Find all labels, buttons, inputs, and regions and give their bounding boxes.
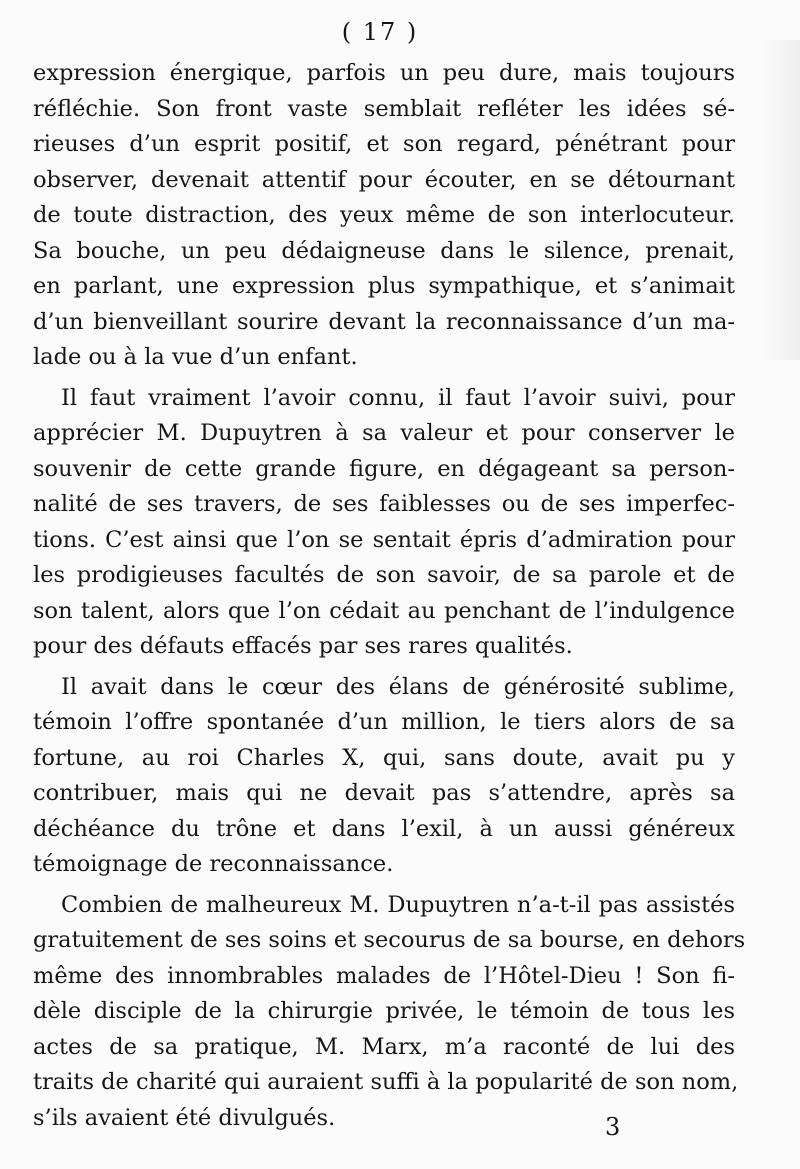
- text-line: Il avait dans le cœur des élans de générosité sublime,: [61, 673, 735, 700]
- text-line: gratuitement de ses soins et secourus de sa bourse, en dehors: [33, 927, 746, 953]
- text-line: tions. C’est ainsi que l’on se sentait épris d’admiration pour: [33, 526, 735, 553]
- text-line: les prodigieuses facultés de son savoir, de sa parole et de: [33, 562, 735, 588]
- text-line: expression énergique, parfois un peu dure, mais toujours: [33, 60, 735, 86]
- text-line: s’ils avaient été divulgués.: [33, 1104, 336, 1131]
- text-line: de toute distraction, des yeux même de son interlocuteur.: [33, 202, 735, 228]
- text-line: témoin l’offre spontanée d’un million, le tiers alors de sa: [33, 709, 735, 735]
- text-line: rieuses d’un esprit positif, et son regard, pénétrant pour: [33, 131, 735, 157]
- text-line: Sa bouche, un peu dédaigneuse dans le silence, prenait,: [33, 237, 735, 264]
- text-line: lade ou à la vue d’un enfant.: [33, 344, 358, 370]
- body-text: [33, 56, 746, 1136]
- text-line: Combien de malheureux M. Dupuytren n’a-t-il pas assistés: [61, 891, 735, 918]
- signature-mark: 3: [605, 1113, 621, 1141]
- text-line: observer, devenait attentif pour écouter, en se détournant: [33, 166, 735, 193]
- text-line: apprécier M. Dupuytren à sa valeur et pour conserver le: [33, 420, 735, 446]
- page-number: ( 17 ): [341, 18, 419, 46]
- text-line: son talent, alors que l’on cédait au penchant de l’indulgence: [33, 597, 735, 624]
- text-line: d’un bienveillant sourire devant la reconnaissance d’un ma-: [33, 308, 735, 335]
- text-line: dèle disciple de la chirurgie privée, le témoin de tous les: [33, 998, 735, 1024]
- text-line: souvenir de cette grande figure, en dégageant sa person-: [33, 455, 735, 482]
- text-line: déchéance du trône et dans l’exil, à un aussi généreux: [33, 815, 735, 842]
- text-line: nalité de ses travers, de ses faiblesses ou de ses imperfec-: [33, 491, 735, 517]
- text-line: en parlant, une expression plus sympathique, et s’animait: [33, 273, 735, 299]
- text-line: traits de charité qui auraient suffi à la popularité de son nom,: [33, 1069, 739, 1095]
- text-line: fortune, au roi Charles X, qui, sans doute, avait pu y: [33, 744, 735, 771]
- text-line: réfléchie. Son front vaste semblait refléter les idées sé-: [33, 95, 735, 122]
- text-line: actes de sa pratique, M. Marx, m’a raconté de lui des: [33, 1033, 735, 1060]
- page-edge-shadow: [760, 40, 800, 360]
- text-line: Il faut vraiment l’avoir connu, il faut l’avoir suivi, pour: [61, 384, 735, 411]
- text-line: témoignage de reconnaissance.: [33, 851, 394, 877]
- text-line: contribuer, mais qui ne devait pas s’attendre, après sa: [33, 780, 735, 806]
- text-line: pour des défauts effacés par ses rares qualités.: [33, 633, 573, 659]
- text-line: même des innombrables malades de l’Hôtel-Dieu ! Son fi-: [33, 962, 735, 989]
